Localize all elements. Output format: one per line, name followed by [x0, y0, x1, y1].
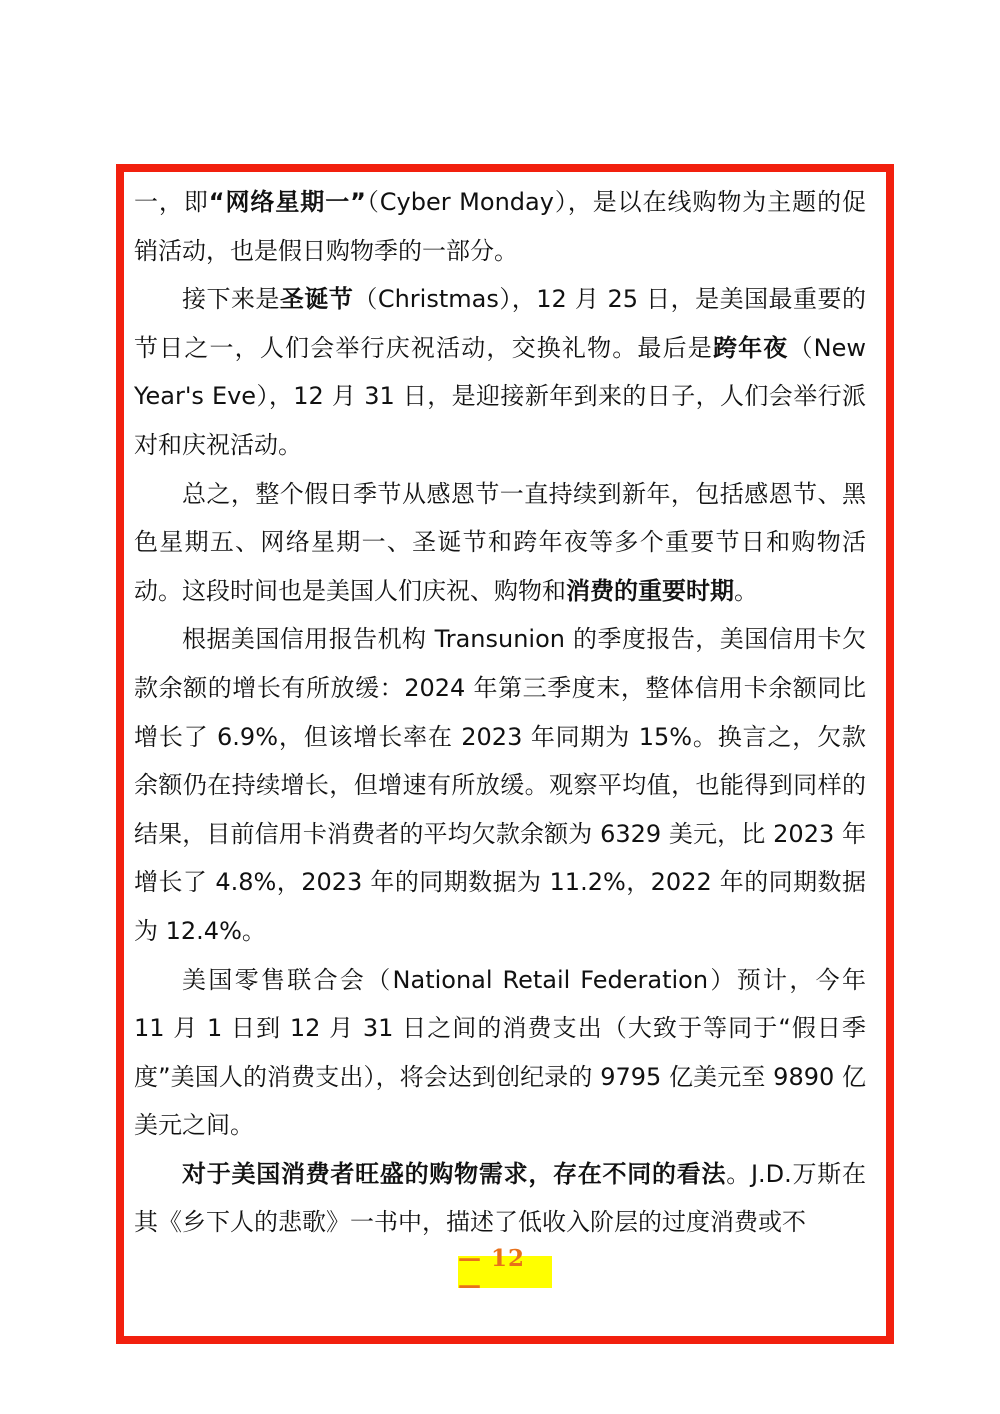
paragraph-views [134, 1150, 866, 1247]
bold-term-cyber-monday: “网络星期一” [208, 188, 366, 216]
bold-term-christmas: 圣诞节 [279, 285, 354, 314]
article-body [134, 178, 866, 1247]
page-number: — 12 — [458, 1256, 552, 1288]
text-run: 接下来是 [182, 285, 280, 314]
paragraph-transunion [134, 615, 866, 955]
text-run: 。J.D.万斯在其《乡下人的悲歌》一书中，描述了低收入阶层的过度消费或不 [134, 1159, 867, 1237]
bold-term-shopping-demand: 对于美国消费者旺盛的购物需求，存在不同的看法 [182, 1159, 727, 1188]
text-run: 。 [734, 576, 758, 605]
paragraph-nrf [134, 956, 866, 1150]
paragraph-summary [134, 470, 866, 616]
text-run: 根据美国信用报告机构 Transunion 的季度报告，美国信用卡欠款余额的增长有所放缓：2024 年第三季度末，整体信用卡余额同比增长了 6.9%，但该增长率在 2023 年同期为 15%。换言之，欠款余额仍在持续增长，但增速有所放缓。观察平均值，也能得到同样的结果，目前信用卡消费者的平均欠款余额为 6329 美元，比 2023 年增长了 4.8%，2023 年的同期数据为 11.2%，2022 年的同期数据为 12.4%。 [134, 625, 866, 945]
bold-term-new-years-eve: 跨年夜 [712, 333, 789, 362]
bold-term-consumption-period: 消费的重要时期 [566, 576, 734, 605]
text-run: （Cyber Monday），是以在线购物为主题的促销活动，也是假日购物季的一部分。 [134, 188, 867, 265]
paragraph-christmas-newyear [134, 275, 866, 469]
text-run: 美国零售联合会（National Retail Federation）预计，今年 11 月 1 日到 12 月 31 日之间的消费支出（大致于等同于“假日季度”美国人的消费支出），将会达到创纪录的 9795 亿美元至 9890 亿美元之间。 [134, 965, 866, 1140]
paragraph-cyber-monday [134, 178, 866, 275]
text-run: （Christmas），12 月 25 日，是美国最重要的节日之一，人们会举行庆祝活动，交换礼物。最后是 [134, 285, 866, 362]
text-run: （New Year's Eve），12 月 31 日，是迎接新年到来的日子，人们会举行派对和庆祝活动。 [134, 333, 866, 459]
text-run: 总之，整个假日季节从感恩节一直持续到新年，包括感恩节、黑色星期五、网络星期一、圣诞节和跨年夜等多个重要节日和购物活动。这段时间也是美国人们庆祝、购物和 [134, 479, 866, 605]
text-run: 一，即 [134, 188, 209, 216]
